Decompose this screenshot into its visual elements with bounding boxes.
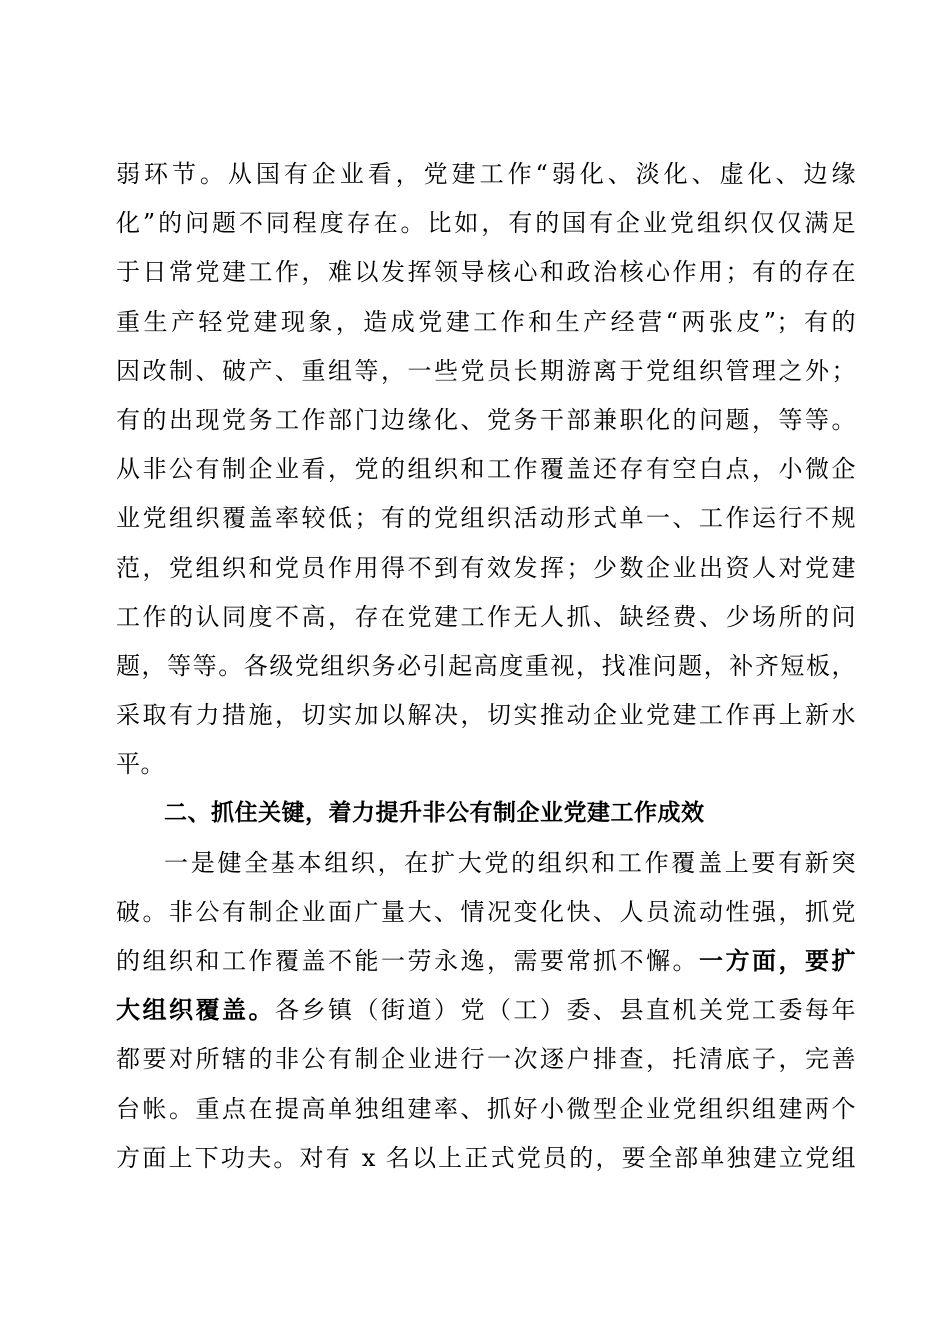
text-run: 各乡镇（街道）党（工）委、县直机关党工委每年 — [275, 996, 856, 1025]
text-run: 的组织和工作覆盖不能一劳永逸，需要常抓不懈。 — [116, 947, 699, 975]
text-line: 台帐。重点在提高单独组建率、抓好小微型企业党组织组建两个 — [116, 1094, 856, 1123]
text-line: 题，等等。各级党组织务必引起高度重视，找准问题，补齐短板， — [116, 651, 856, 680]
text-line: 都要对所辖的非公有制企业进行一次逐户排查，托清底子，完善 — [116, 1045, 856, 1074]
bold-emphasis: 一方面，要扩 — [699, 947, 856, 975]
paragraph-section2 — [116, 839, 856, 1183]
section-heading: 二、抓住关键，着力提升非公有制企业党建工作成效 — [164, 800, 705, 827]
text-line: 破。非公有制企业面广量大、情况变化快、人员流动性强，抓党 — [116, 897, 856, 926]
bold-emphasis: 大组织覆盖。 — [116, 996, 275, 1025]
text-line: 采取有力措施，切实加以解决，切实推动企业党建工作再上新水 — [116, 701, 856, 730]
text-line: 于日常党建工作，难以发挥领导核心和政治核心作用；有的存在 — [116, 258, 856, 287]
text-line: 弱环节。从国有企业看，党建工作“弱化、淡化、虚化、边缘 — [116, 160, 856, 188]
text-line — [116, 937, 856, 986]
text-line: 从非公有制企业看，党的组织和工作覆盖还存有空白点，小微企 — [116, 455, 856, 484]
text-line: 工作的认同度不高，存在党建工作无人抓、缺经费、少场所的问 — [116, 602, 856, 631]
text-line: 业党组织覆盖率较低；有的党组织活动形式单一、工作运行不规 — [116, 504, 856, 533]
text-line: 有的出现党务工作部门边缘化、党务干部兼职化的问题，等等。 — [116, 405, 856, 434]
text-line: 方面上下功夫。对有 x 名以上正式党员的，要全部单独建立党组 — [116, 1143, 856, 1172]
text-line: 平。 — [116, 750, 165, 779]
text-line: 化”的问题不同程度存在。比如，有的国有企业党组织仅仅满足 — [116, 209, 856, 238]
paragraph-continued — [116, 150, 856, 789]
text-line: 范，党组织和党员作用得不到有效发挥；少数企业出资人对党建 — [116, 553, 856, 582]
text-line: 因改制、破产、重组等，一些党员长期游离于党组织管理之外； — [116, 356, 856, 385]
document-body — [116, 150, 856, 1183]
text-line: 一是健全基本组织，在扩大党的组织和工作覆盖上要有新突 — [164, 848, 856, 877]
text-line: 重生产轻党建现象，造成党建工作和生产经营“两张皮”；有的 — [116, 307, 856, 336]
text-line — [116, 986, 856, 1035]
